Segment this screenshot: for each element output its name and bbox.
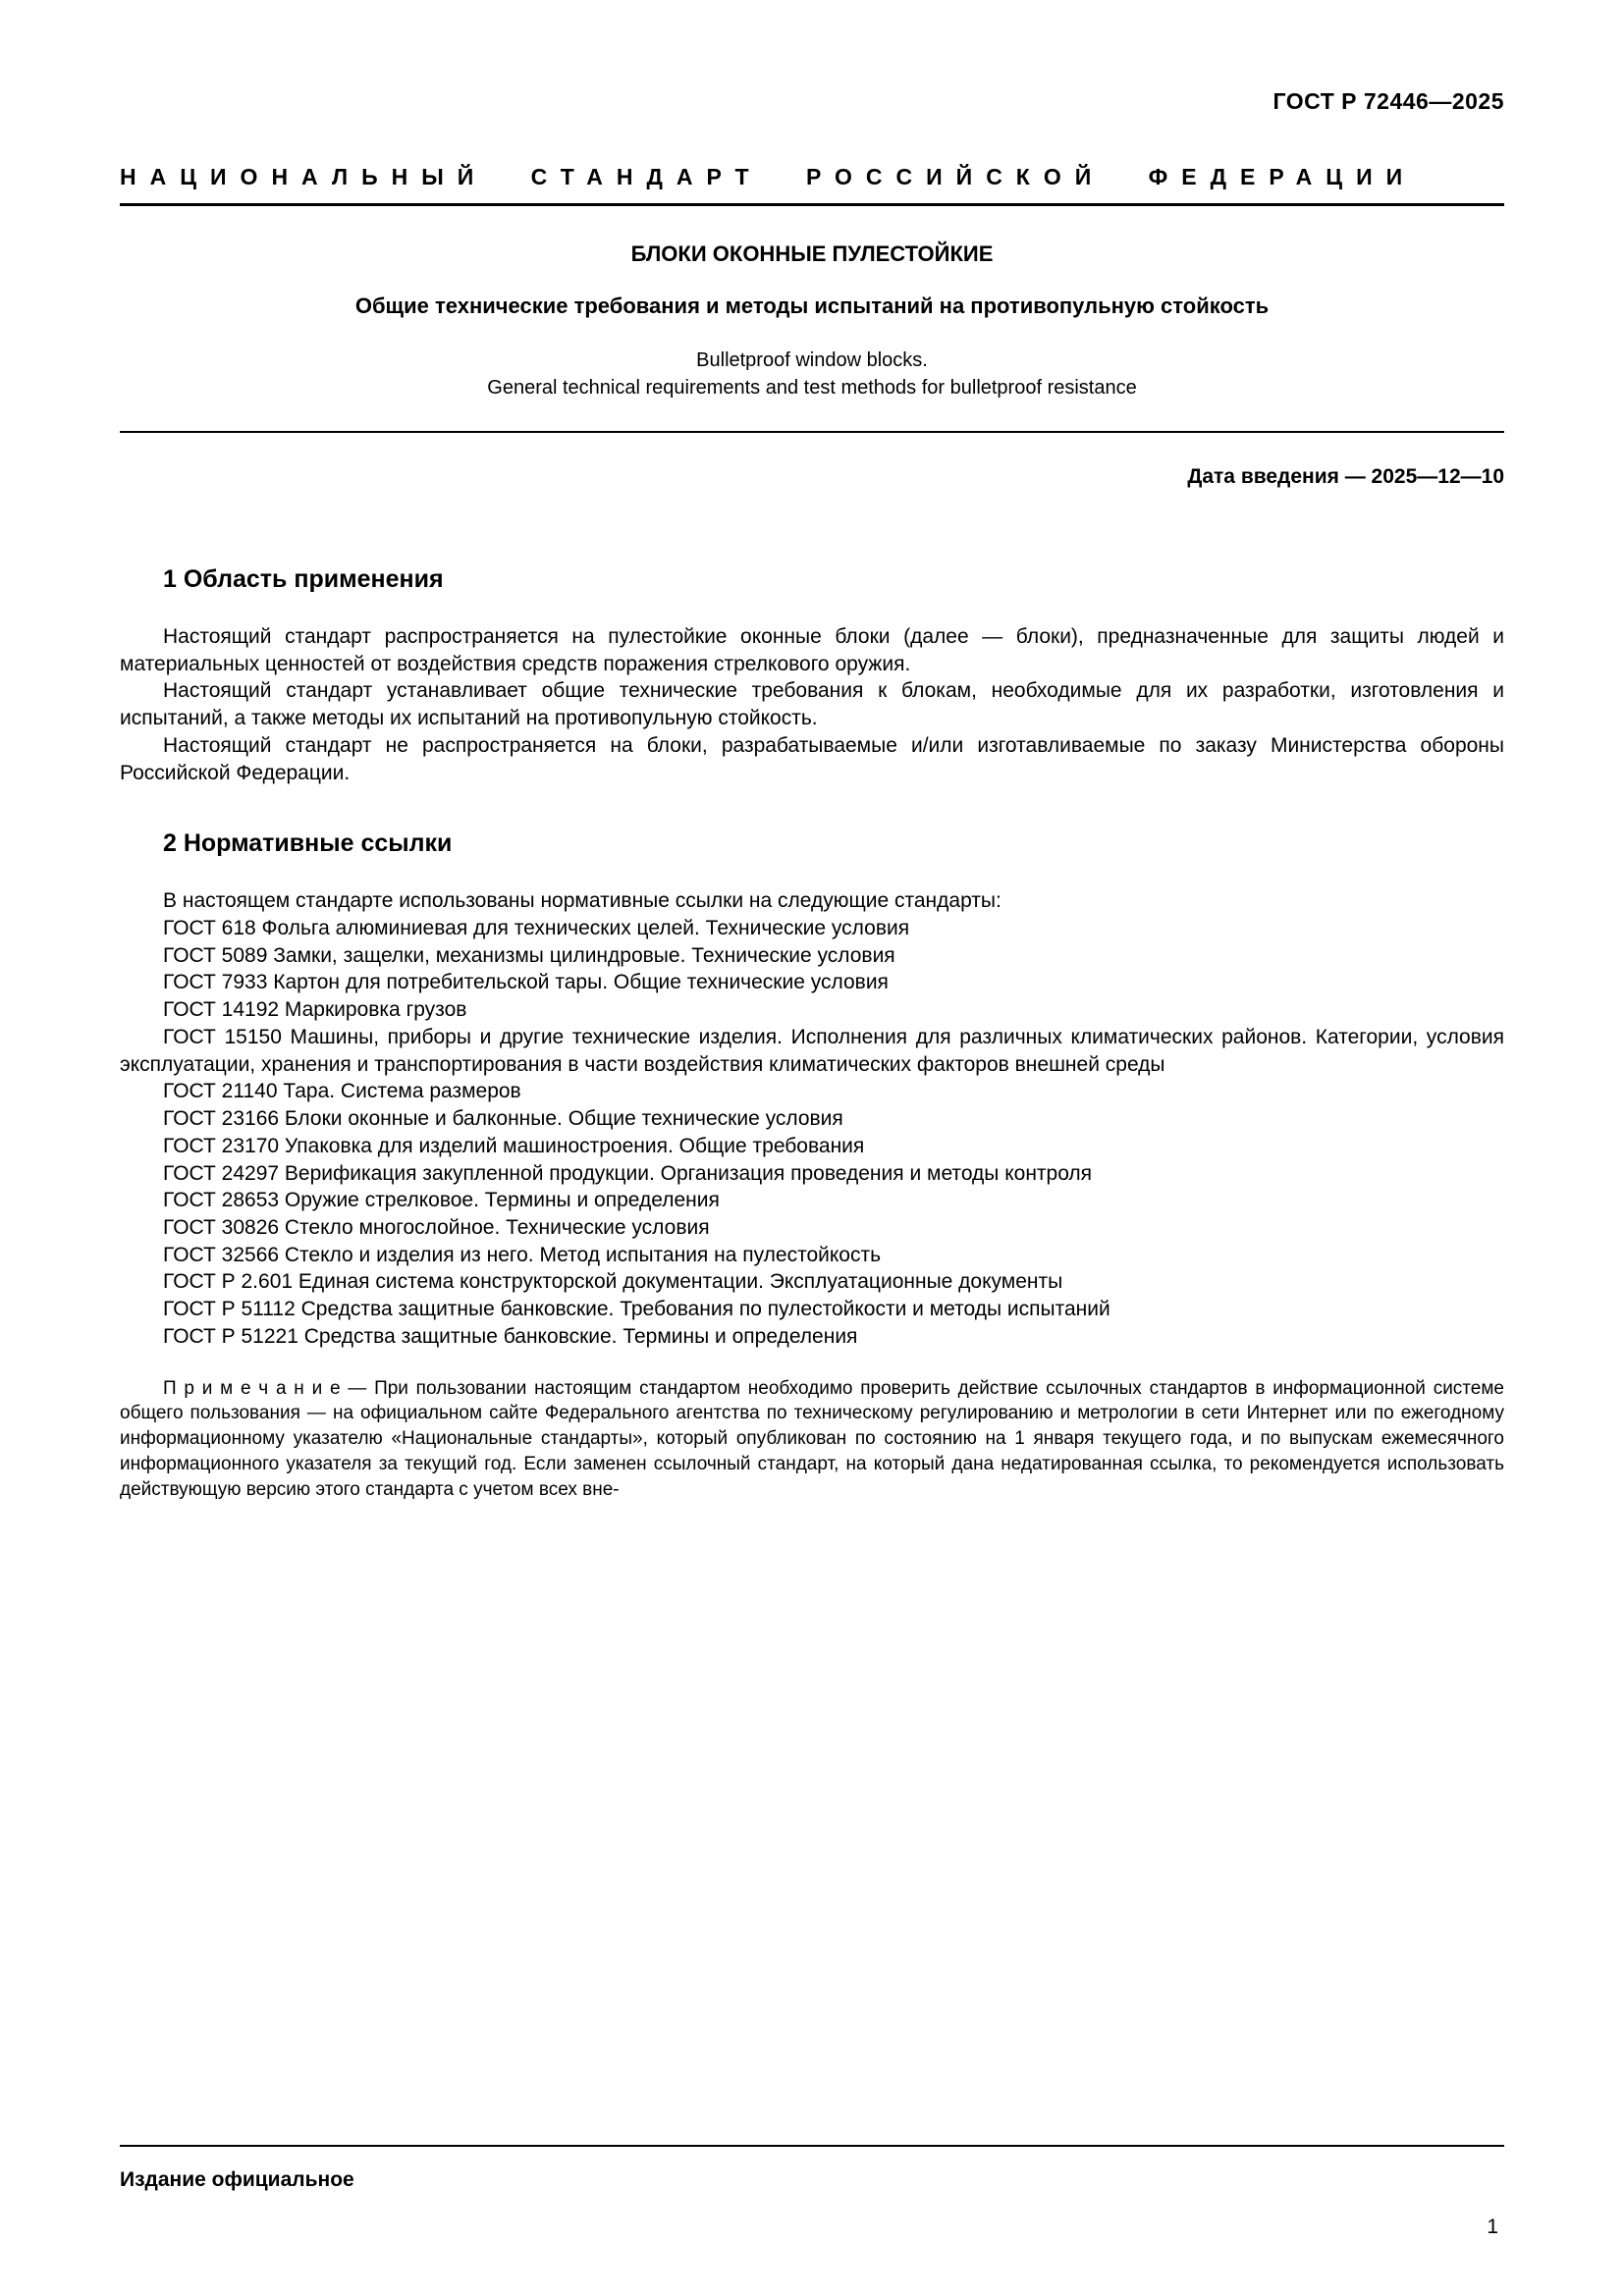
section-2-heading: 2 Нормативные ссылки [163,829,453,858]
title-separator-rule [120,431,1504,433]
section-1-paragraph: Настоящий стандарт распространяется на пулестойкие оконные блоки (далее — блоки), предназначенные для защиты людей и материальных ценностей от воздействия средств поражения стрелкового оружия. [120,625,1504,675]
reference-item: ГОСТ 28653 Оружие стрелковое. Термины и определения [163,1189,720,1212]
reference-item: ГОСТ 21140 Тара. Система размеров [163,1080,521,1103]
doc-number: ГОСТ Р 72446—2025 [1272,88,1504,114]
reference-item: ГОСТ 5089 Замки, защелки, механизмы цилиндровые. Технические условия [163,943,895,967]
effective-date: Дата введения — 2025—12—10 [1187,465,1504,488]
reference-item: ГОСТ 30826 Стекло многослойное. Технические условия [163,1215,710,1239]
reference-item: ГОСТ 618 Фольга алюминиевая для технических целей. Технические условия [163,917,910,940]
doc-subtitle: Общие технические требования и методы испытаний на противопульную стойкость [354,294,1270,318]
doc-title-english-line2: General technical requirements and test methods for bulletproof resistance [487,377,1137,399]
section-1-heading: 1 Область применения [163,565,444,593]
reference-item: ГОСТ Р 2.601 Единая система конструкторской документации. Эксплуатационные документы [163,1270,1063,1294]
reference-item: ГОСТ Р 51221 Средства защитные банковские. Термины и определения [163,1324,858,1348]
reference-item: ГОСТ 23166 Блоки оконные и балконные. Общие технические условия [163,1107,843,1131]
reference-item: ГОСТ 24297 Верификация закупленной продукции. Организация проведения и методы контроля [163,1161,1093,1185]
footer-rule [120,2145,1504,2147]
reference-item: ГОСТ 14192 Маркировка грузов [163,998,467,1022]
section-1-paragraph: Настоящий стандарт устанавливает общие технические требования к блокам, необходимые для их разработки, изготовления и испытаний, а также методы их испытаний на противопульную стойкость. [120,679,1504,730]
references-intro: В настоящем стандарте использованы нормативные ссылки на следующие стандарты: [163,889,1001,913]
reference-item: ГОСТ 15150 Машины, приборы и другие технические изделия. Исполнения для различных климатических районов. Категории, условия эксплуатации, хранения и транспортирования в части воздействия климатических факторов внешней среды [120,1025,1504,1076]
reference-item: ГОСТ 7933 Картон для потребительской тары. Общие технические условия [163,971,889,994]
edition-note: Издание официальное [120,2168,354,2191]
note [120,1376,1504,1503]
header-rule [120,203,1504,206]
national-standard-header: НАЦИОНАЛЬНЫЙ СТАНДАРТ РОССИЙСКОЙ ФЕДЕРАЦИИ [120,164,1417,189]
page-number: 1 [1487,2216,1498,2238]
reference-item: ГОСТ 32566 Стекло и изделия из него. Метод испытания на пулестойкость [163,1243,882,1266]
doc-title: БЛОКИ ОКОННЫЕ ПУЛЕСТОЙКИЕ [630,241,994,266]
section-1-paragraph: Настоящий стандарт не распространяется на блоки, разрабатываемые и/или изготавливаемые по заказу Министерства обороны Российской Федерации. [120,733,1504,784]
note-label: П р и м е ч а н и е — [163,1377,367,1399]
doc-title-english-line1: Bulletproof window blocks. [696,349,928,371]
reference-item: ГОСТ Р 51112 Средства защитные банковские. Требования по пулестойкости и методы испытаний [163,1298,1110,1321]
note-text: При пользовании настоящим стандартом необходимо проверить действие ссылочных стандартов в информационной системе общего пользования — на официальном сайте Федерального агентства по техническому регулированию и метрологии в сети Интернет или по ежегодному информационному указателю «Национальные стандарты», который опубликован по состоянию на 1 января текущего года, и по выпускам ежемесячного информационного указателя за текущий год. Если заменен ссылочный стандарт, на который дана недатированная ссылка, то рекомендуется использовать действующую версию этого стандарта с учетом всех вне- [120,1377,1504,1500]
doc-title-english [120,347,1504,401]
reference-item: ГОСТ 23170 Упаковка для изделий машиностроения. Общие требования [163,1134,865,1157]
